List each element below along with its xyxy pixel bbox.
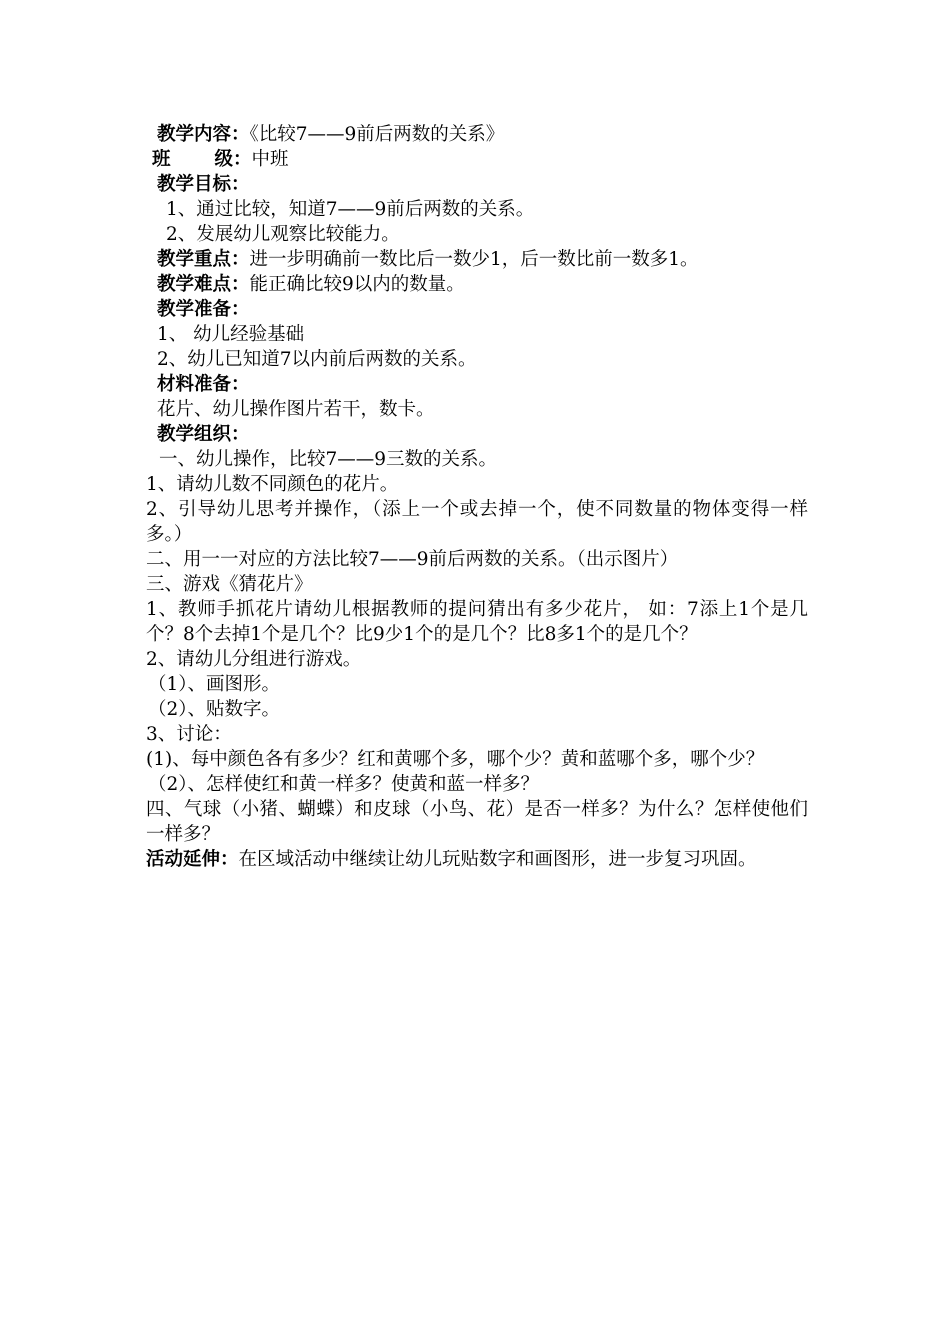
organization-line: (1)、每中颜色各有多少？红和黄哪个多，哪个少？黄和蓝哪个多，哪个少？ — [146, 749, 765, 770]
difficulty-line — [146, 272, 814, 297]
extension-paragraph — [146, 847, 808, 872]
class-label-a: 班 — [152, 149, 171, 170]
lesson-plan-body — [146, 122, 814, 872]
materials-value: 花片、幼儿操作图片若干，数卡。 — [157, 399, 435, 420]
class-value: 中班 — [251, 149, 289, 170]
key-point-label: 教学重点： — [157, 249, 250, 270]
organization-line: 2、引导幼儿思考并操作，（添上一个或去掉一个，使不同数量的物体变得一样多。） — [146, 499, 808, 545]
materials-heading-text: 材料准备： — [157, 374, 250, 395]
extension-value: 在区域活动中继续让幼儿玩贴数字和画图形，进一步复习巩固。 — [238, 849, 757, 870]
organization-line: 一、幼儿操作，比较7——9三数的关系。 — [159, 449, 498, 470]
goal-item: 2、发展幼儿观察比较能力。 — [166, 224, 400, 245]
organization-line: 四、气球（小猪、蝴蝶）和皮球（小鸟、花）是否一样多？为什么？怎样使他们一样多？ — [146, 799, 808, 845]
organization-line: （2）、怎样使红和黄一样多？使黄和蓝一样多？ — [148, 774, 540, 795]
class-line — [146, 147, 814, 172]
preparation-heading — [146, 297, 814, 322]
materials-heading — [146, 372, 814, 397]
goals-heading-text: 教学目标： — [157, 174, 250, 195]
preparation-item: 2、幼儿已知道7以内前后两数的关系。 — [157, 349, 477, 370]
organization-line: （2）、贴数字。 — [148, 699, 281, 720]
organization-line: 3、讨论： — [146, 724, 232, 745]
key-point-value: 进一步明确前一数比后一数少1，后一数比前一数多1。 — [249, 249, 699, 270]
preparation-heading-text: 教学准备： — [157, 299, 250, 320]
organization-line: （1）、画图形。 — [148, 674, 281, 695]
difficulty-label: 教学难点： — [157, 274, 250, 295]
organization-heading — [146, 422, 814, 447]
organization-line: 1、教师手抓花片请幼儿根据教师的提问猜出有多少花片， 如：7添上1个是几个？8个去掉1个是几个？比9少1个的是几个？比8多1个的是几个？ — [146, 599, 808, 645]
key-point-line — [146, 247, 814, 272]
difficulty-value: 能正确比较9以内的数量。 — [249, 274, 465, 295]
organization-heading-text: 教学组织： — [157, 424, 250, 445]
goals-heading — [146, 172, 814, 197]
organization-line: 三、游戏《猜花片》 — [146, 574, 313, 595]
content-label: 教学内容： — [157, 124, 250, 145]
goal-item: 1、通过比较，知道7——9前后两数的关系。 — [166, 199, 535, 220]
organization-line: 2、请幼儿分组进行游戏。 — [146, 649, 362, 670]
content-value: 《比较7——9前后两数的关系》 — [249, 124, 505, 145]
preparation-item: 1、 幼儿经验基础 — [157, 324, 305, 345]
organization-line: 1、请幼儿数不同颜色的花片。 — [146, 474, 399, 495]
class-label-b: 级： — [214, 149, 252, 170]
content-line — [146, 122, 814, 147]
organization-line: 二、用一一对应的方法比较7——9前后两数的关系。（出示图片） — [146, 549, 679, 570]
extension-label: 活动延伸： — [146, 849, 239, 870]
